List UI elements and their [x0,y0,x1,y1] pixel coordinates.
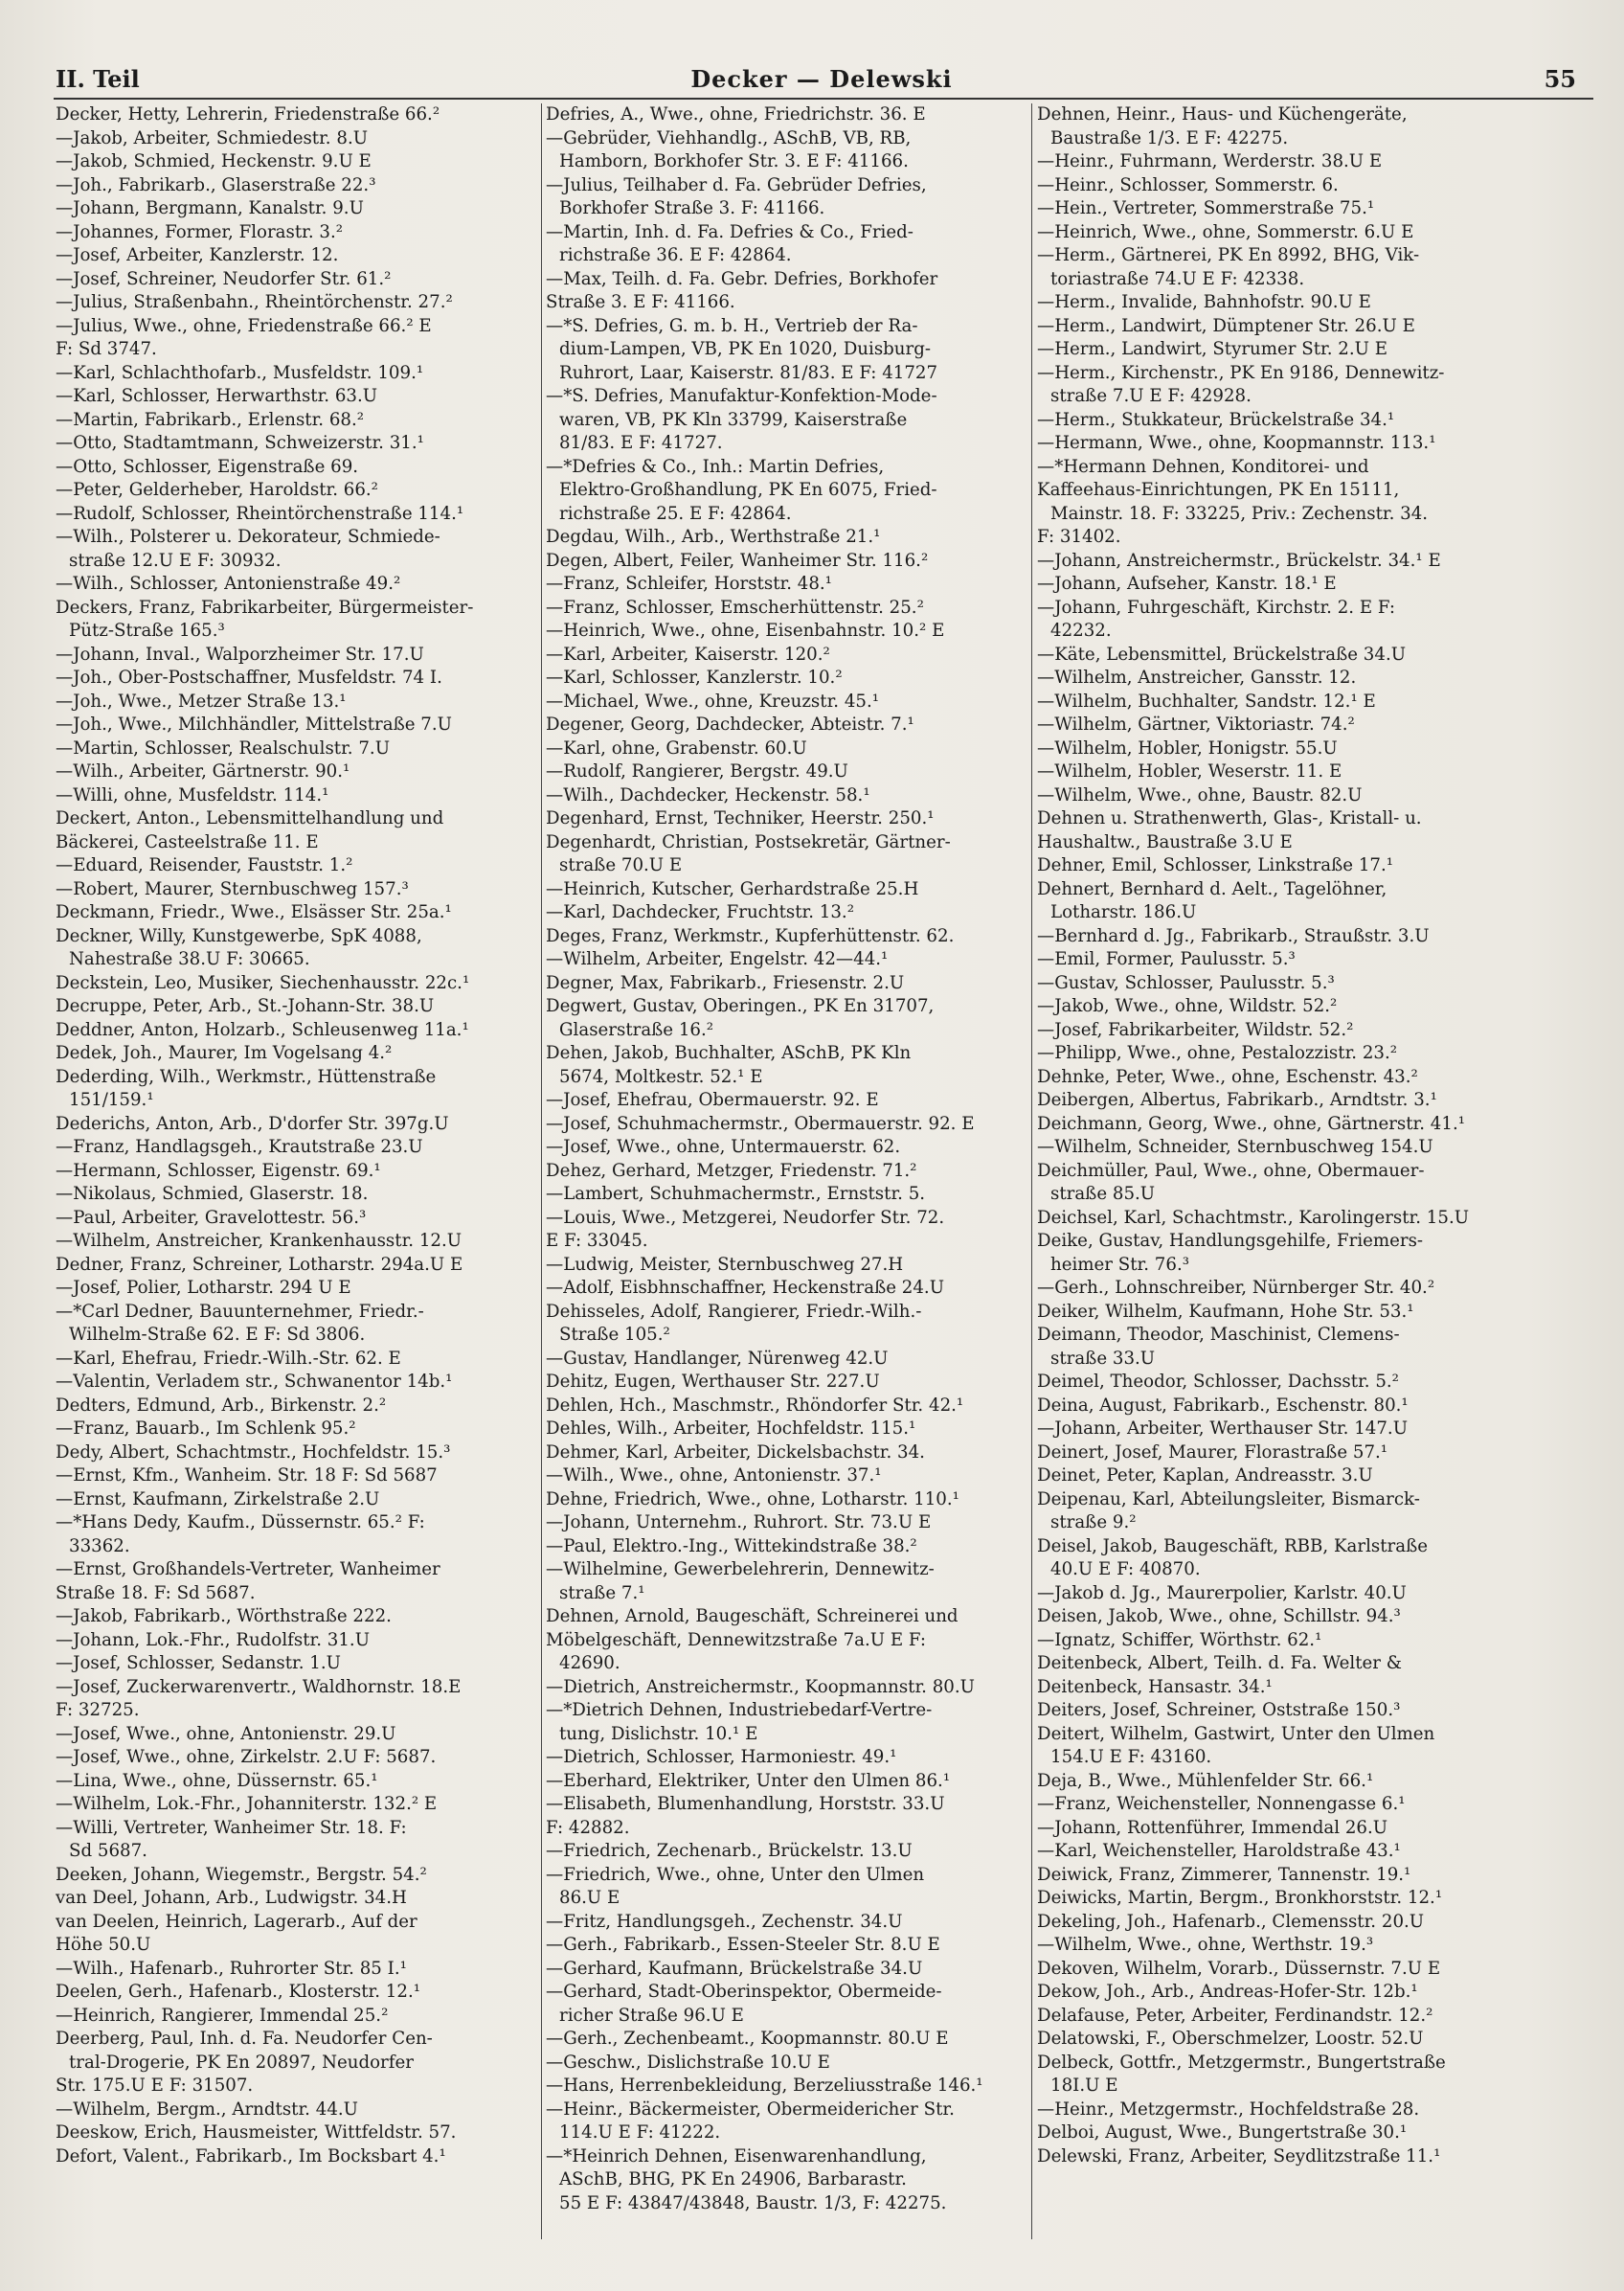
directory-line: —Julius, Wwe., ohne, Friedenstraße 66.² E [56,315,432,336]
directory-line: —Dietrich, Schlosser, Harmoniestr. 49.¹ [546,1747,897,1767]
directory-line: Straße 18. F: Sd 5687. [56,1582,256,1603]
directory-line: —Heinr., Schlosser, Sommerstr. 6. [1037,174,1339,195]
directory-line: Defort, Valent., Fabrikarb., Im Bocksbart 4.¹ [56,2145,446,2166]
directory-line: Deiwicks, Martin, Bergm., Bronkhorststr. 12.¹ [1037,1888,1443,1908]
directory-line: —Heinrich, Rangierer, Immendal 25.² [56,2005,389,2026]
directory-line: —Josef, Schreiner, Neudorfer Str. 61.² [56,268,392,289]
directory-line: F: Sd 3747. [56,339,157,359]
directory-line: —Friedrich, Zechenarb., Brückelstr. 13.U [546,1841,913,1861]
directory-line: 42232. [1050,621,1112,641]
directory-line: Degenhardt, Christian, Postsekretär, Gärtner- [546,831,951,852]
directory-line: Deddner, Anton, Holzarb., Schleusenweg 11a.¹ [56,1019,469,1040]
directory-line: Nahestraße 38.U F: 30665. [69,949,310,969]
directory-line: —Martin, Inh. d. Fa. Defries & Co., Fried- [546,221,914,242]
directory-line: —Franz, Weichensteller, Nonnengasse 6.¹ [1037,1794,1406,1814]
page-title: Decker — Delewski [690,65,953,93]
directory-line: —Josef, Zuckerwarenvertr., Waldhornstr. 18.E [56,1676,462,1697]
directory-line: —Geschw., Dislichstraße 10.U E [546,2052,830,2073]
directory-line: Deimann, Theodor, Maschinist, Clemens- [1037,1325,1400,1345]
directory-line: Elektro-Großhandlung, PK En 6075, Fried- [559,480,937,500]
directory-line: Dehner, Emil, Schlosser, Linkstraße 17.¹ [1037,855,1394,875]
directory-line: —Willi, Vertreter, Wanheimer Str. 18. F: [56,1817,407,1838]
directory-line: —Jakob d. Jg., Maurerpolier, Karlstr. 40.U [1037,1582,1407,1603]
directory-line: —Heinr., Bäckermeister, Obermeidericher Str. [546,2098,955,2120]
directory-line: Str. 175.U E F: 31507. [56,2076,254,2096]
directory-line: van Deel, Johann, Arb., Ludwigstr. 34.H [56,1888,407,1908]
directory-line: —Ernst, Kaufmann, Zirkelstraße 2.U [56,1488,380,1509]
directory-line: —Wilhelm, Lok.-Fhr., Johanniterstr. 132.² E [56,1794,438,1814]
directory-line: —Jakob, Wwe., ohne, Wildstr. 52.² [1037,996,1338,1016]
directory-line: —*Carl Dedner, Bauunternehmer, Friedr.- [56,1301,424,1322]
directory-line: —Friedrich, Wwe., ohne, Unter den Ulmen [546,1864,925,1885]
directory-line: Ruhrort, Laar, Kaiserstr. 81/83. E F: 41727 [559,362,938,383]
directory-line: —Paul, Elektro.-Ing., Wittekindstraße 38.² [546,1535,917,1556]
directory-line: —Dietrich, Anstreichermstr., Koopmannstr. 80.U [546,1676,975,1697]
directory-line: —Bernhard d. Jg., Fabrikarb., Straußstr. 3.U [1037,925,1430,946]
directory-line: —Gerh., Zechenbeamt., Koopmannstr. 80.U E [546,2029,949,2049]
directory-line: —Wilh., Hafenarb., Ruhrorter Str. 85 I.¹ [56,1958,407,1979]
directory-line: —Joh., Ober-Postschaffner, Musfeldstr. 74 I. [56,668,442,688]
directory-line: Deiwick, Franz, Zimmerer, Tannenstr. 19.¹ [1037,1864,1411,1885]
directory-line: —Ignatz, Schiffer, Wörthstr. 62.¹ [1037,1629,1322,1650]
directory-line: 40.U E F: 40870. [1050,1559,1201,1579]
directory-line: E F: 33045. [546,1231,648,1251]
directory-line: —Eduard, Reisender, Fauststr. 1.² [56,855,353,875]
directory-line: —Franz, Schlosser, Emscherhüttenstr. 25.² [546,597,924,618]
directory-line: Deiker, Wilhelm, Kaufmann, Hohe Str. 53.¹ [1037,1301,1414,1322]
directory-line: Deibergen, Albertus, Fabrikarb., Arndtstr. 3.¹ [1037,1090,1437,1110]
directory-line: Degener, Georg, Dachdecker, Abteistr. 7.¹ [546,715,914,735]
directory-line: Dehnen, Arnold, Baugeschäft, Schreinerei und [546,1606,959,1626]
directory-line: Deipenau, Karl, Abteilungsleiter, Bismarck- [1037,1488,1420,1509]
directory-line: —Herm., Stukkateur, Brückelstraße 34.¹ [1037,409,1395,430]
directory-line: Sd 5687. [69,1841,147,1861]
directory-line: —Franz, Schleifer, Horststr. 48.¹ [546,574,832,594]
directory-line: heimer Str. 76.³ [1050,1254,1190,1275]
directory-line: —Wilhelm, Hobler, Honigstr. 55.U [1037,737,1338,759]
directory-line: Dehnert, Bernhard d. Aelt., Tagelöhner, [1037,878,1387,899]
directory-line: —*Heinrich Dehnen, Eisenwarenhandlung, [546,2145,927,2166]
directory-line: —Herm., Kirchenstr., PK En 9186, Dennewitz- [1037,362,1445,383]
directory-line: Straße 3. E F: 41166. [546,292,735,312]
directory-line: —Josef, Polier, Lotharstr. 294 U E [56,1278,351,1298]
directory-line: —Wilh., Dachdecker, Heckenstr. 58.¹ [546,784,870,805]
directory-line: —Josef, Fabrikarbeiter, Wildstr. 52.² [1037,1019,1354,1040]
directory-line: Deeskow, Erich, Hausmeister, Wittfeldstr. 57. [56,2122,457,2143]
directory-line: toriastraße 74.U E F: 42338. [1050,268,1305,289]
column-2 [546,103,1026,2239]
directory-line: Lotharstr. 186.U [1050,902,1197,922]
directory-line: —Otto, Stadtamtmann, Schweizerstr. 31.¹ [56,433,424,453]
directory-line: —Jakob, Schmied, Heckenstr. 9.U E [56,151,372,171]
directory-line: Dehnen, Heinr., Haus- und Küchengeräte, [1037,104,1408,125]
directory-line: —Peter, Gelderheber, Haroldstr. 66.² [56,480,378,500]
directory-line: Straße 105.² [559,1325,670,1345]
directory-line: Deinet, Peter, Kaplan, Andreasstr. 3.U [1037,1465,1373,1486]
directory-line: —Adolf, Eisbhnschaffner, Heckenstraße 24.U [546,1278,945,1298]
directory-line: Deisen, Jakob, Wwe., ohne, Schillstr. 94.³ [1037,1606,1401,1626]
directory-line: —Wilhelm, Wwe., ohne, Werthstr. 19.³ [1037,1935,1374,1955]
directory-line: —Wilh., Polsterer u. Dekorateur, Schmiede- [56,527,440,547]
directory-line: —Franz, Handlagsgeh., Krautstraße 23.U [56,1137,423,1157]
directory-line: —Michael, Wwe., ohne, Kreuzstr. 45.¹ [546,691,880,712]
directory-line: 86.U E [559,1888,620,1908]
directory-line: —Hein., Vertreter, Sommerstraße 75.¹ [1037,198,1375,218]
directory-line: —Jakob, Fabrikarb., Wörthstraße 222. [56,1606,392,1626]
directory-line: Delboi, August, Wwe., Bungertstraße 30.¹ [1037,2122,1408,2143]
directory-line: —Josef, Wwe., ohne, Antonienstr. 29.U [56,1723,396,1744]
directory-line: Degner, Max, Fabrikarb., Friesenstr. 2.U [546,972,905,993]
directory-line: —Emil, Former, Paulusstr. 5.³ [1037,949,1296,969]
directory-line: Deerberg, Paul, Inh. d. Fa. Neudorfer Cen- [56,2029,433,2049]
directory-line: 18I.U E [1050,2076,1118,2096]
directory-line: van Deelen, Heinrich, Lagerarb., Auf der [56,1911,417,1932]
directory-line: Degen, Albert, Feiler, Wanheimer Str. 116.² [546,550,929,571]
directory-line: straße 33.U [1050,1348,1156,1369]
directory-line: F: 31402. [1037,527,1121,547]
directory-line: —Karl, Schlosser, Kanzlerstr. 10.² [546,668,843,688]
directory-line: Delafause, Peter, Arbeiter, Ferdinandstr. 12.² [1037,2005,1433,2026]
directory-line: —Ernst, Kfm., Wanheim. Str. 18 F: Sd 5687 [56,1465,438,1486]
directory-line: —Heinrich, Wwe., ohne, Eisenbahnstr. 10.² E [546,621,945,641]
directory-line: Deinert, Josef, Maurer, Florastraße 57.¹ [1037,1441,1388,1463]
column-divider [1031,103,1032,2239]
directory-line: —Gustav, Schlosser, Paulusstr. 5.³ [1037,972,1335,993]
page-header [56,59,1588,98]
directory-line: Dederding, Wilh., Werkmstr., Hüttenstraße [56,1066,437,1087]
directory-line: Defries, A., Wwe., ohne, Friedrichstr. 36. E [546,104,926,125]
directory-line: —Johann, Anstreichermstr., Brückelstr. 34.¹ E [1037,550,1441,571]
directory-line: ASchB, BHG, PK En 24906, Barbarastr. [559,2169,907,2189]
directory-line: Dehlen, Hch., Maschmstr., Rhöndorfer Str. 42.¹ [546,1395,964,1416]
directory-line: Dedy, Albert, Schachtmstr., Hochfeldstr. 15.³ [56,1441,451,1463]
directory-line: —Wilhelm, Gärtner, Viktoriastr. 74.² [1037,715,1355,735]
directory-line: —Josef, Wwe., ohne, Untermauerstr. 62. [546,1137,901,1157]
directory-line: Deimel, Theodor, Schlosser, Dachsstr. 5.² [1037,1372,1399,1392]
directory-line: Deitert, Wilhelm, Gastwirt, Unter den Ulmen [1037,1723,1435,1744]
directory-line: —Josef, Wwe., ohne, Zirkelstr. 2.U F: 5687. [56,1747,437,1767]
directory-line: richstraße 36. E F: 42864. [559,245,792,265]
directory-line: Delewski, Franz, Arbeiter, Seydlitzstraße 11.¹ [1037,2145,1441,2166]
directory-line: —*S. Defries, G. m. b. H., Vertrieb der Ra- [546,315,918,336]
directory-line: —*Defries & Co., Inh.: Martin Defries, [546,456,885,477]
directory-line: —Johannes, Former, Florastr. 3.² [56,221,344,242]
directory-line: Dehen, Jakob, Buchhalter, ASchB, PK Kln [546,1043,912,1063]
directory-line: —Johann, Inval., Walporzheimer Str. 17.U [56,644,424,665]
directory-line: Dehisseles, Adolf, Rangierer, Friedr.-Wilh.- [546,1301,922,1322]
directory-line: —Karl, Weichensteller, Haroldstraße 43.¹ [1037,1841,1401,1861]
directory-line: Wilhelm-Straße 62. E F: Sd 3806. [69,1325,366,1345]
directory-line: —Lambert, Schuhmachermstr., Ernststr. 5. [546,1184,926,1204]
directory-line: —Heinrich, Kutscher, Gerhardstraße 25.H [546,878,919,899]
directory-line: Deckers, Franz, Fabrikarbeiter, Bürgermeister- [56,597,474,618]
directory-line: Deges, Franz, Werkmstr., Kupferhüttenstr. 62. [546,925,955,946]
directory-line: Dedner, Franz, Schreiner, Lotharstr. 294a.U E [56,1254,463,1275]
directory-line: —Herm., Invalide, Bahnhofstr. 90.U E [1037,292,1371,312]
directory-line: —Hermann, Schlosser, Eigenstr. 69.¹ [56,1160,381,1181]
directory-line: waren, VB, PK Kln 33799, Kaiserstraße [559,409,908,430]
directory-line: Delbeck, Gottfr., Metzgermstr., Bungertstraße [1037,2052,1446,2073]
directory-line: —Wilhelm, Schneider, Sternbuschweg 154.U [1037,1137,1433,1157]
directory-line: Pütz-Straße 165.³ [69,621,225,641]
section-label: II. Teil [56,65,140,93]
directory-line: Deina, August, Fabrikarb., Eschenstr. 80.¹ [1037,1395,1409,1416]
directory-line: Dekoven, Wilhelm, Vorarb., Düssernstr. 7.U E [1037,1958,1441,1979]
directory-line: Dedek, Joh., Maurer, Im Vogelsang 4.² [56,1043,393,1063]
directory-line: Hamborn, Borkhofer Str. 3. E F: 41166. [559,151,909,171]
directory-line: tral-Drogerie, PK En 20897, Neudorfer [69,2052,414,2073]
directory-line: —Max, Teilh. d. Fa. Gebr. Defries, Borkhofer [546,268,938,289]
directory-line: —Johann, Lok.-Fhr., Rudolfstr. 31.U [56,1629,371,1650]
directory-line: straße 9.² [1050,1512,1137,1532]
directory-line: F: 42882. [546,1817,630,1838]
directory-line: Deitenbeck, Hansastr. 34.¹ [1037,1676,1273,1697]
directory-line: Deeken, Johann, Wiegemstr., Bergstr. 54.² [56,1864,427,1885]
directory-line: —Karl, Dachdecker, Fruchtstr. 13.² [546,902,854,922]
directory-line: 154.U E F: 43160. [1050,1747,1212,1767]
directory-line: —Gerh., Fabrikarb., Essen-Steeler Str. 8.U E [546,1935,940,1955]
directory-line: —Wilhelm, Hobler, Weserstr. 11. E [1037,761,1342,782]
directory-line: —Ernst, Großhandels-Vertreter, Wanheimer [56,1559,440,1579]
directory-line: Dekeling, Joh., Hafenarb., Clemensstr. 20.U [1037,1911,1425,1932]
directory-line: —Heinr., Metzgermstr., Hochfeldstraße 28. [1037,2098,1420,2120]
directory-line: —Karl, Schlosser, Herwarthstr. 63.U [56,386,378,406]
directory-line: —Gerhard, Kaufmann, Brückelstraße 34.U [546,1958,923,1979]
directory-line: —*Hans Dedy, Kaufm., Düssernstr. 65.² F: [56,1512,425,1532]
directory-line: Mainstr. 18. F: 33225, Priv.: Zechenstr. 34. [1050,503,1429,524]
directory-line: —Lina, Wwe., ohne, Düssernstr. 65.¹ [56,1770,378,1791]
directory-line: —Julius, Teilhaber d. Fa. Gebrüder Defries, [546,174,927,195]
directory-line: —Franz, Bauarb., Im Schlenk 95.² [56,1418,356,1439]
directory-line: —Joh., Wwe., Metzer Straße 13.¹ [56,691,347,712]
directory-line: Dekow, Joh., Arb., Andreas-Hofer-Str. 12b.¹ [1037,1982,1418,2002]
directory-line: —Herm., Landwirt, Styrumer Str. 2.U E [1037,339,1388,359]
directory-line: —Karl, Ehefrau, Friedr.-Wilh.-Str. 62. E [56,1348,401,1369]
directory-line: Dehles, Wilh., Arbeiter, Hochfeldstr. 115.¹ [546,1418,916,1439]
directory-line: —Johann, Bergmann, Kanalstr. 9.U [56,198,364,218]
directory-line: —Herm., Landwirt, Dümptener Str. 26.U E [1037,315,1415,336]
directory-line: —Paul, Arbeiter, Gravelottestr. 56.³ [56,1207,367,1228]
directory-line: Degdau, Wilh., Arb., Werthstraße 21.¹ [546,527,881,547]
directory-line: —Ludwig, Meister, Sternbuschweg 27.H [546,1254,904,1275]
directory-line: straße 7.¹ [559,1582,645,1603]
directory-line: Höhe 50.U [56,1935,151,1955]
directory-line: dium-Lampen, VB, PK En 1020, Duisburg- [559,339,931,359]
directory-line: —Karl, Arbeiter, Kaiserstr. 120.² [546,644,830,665]
directory-line: Deelen, Gerh., Hafenarb., Klosterstr. 12.¹ [56,1982,421,2002]
directory-line: Deisel, Jakob, Baugeschäft, RBB, Karlstraße [1037,1535,1428,1556]
directory-line: —*Dietrich Dehnen, Industriebedarf-Vertre- [546,1700,933,1720]
directory-line: Dehnen u. Strathenwerth, Glas-, Kristall- u. [1037,808,1422,828]
directory-line: Deitenbeck, Albert, Teilh. d. Fa. Welter & [1037,1653,1402,1673]
directory-line: F: 32725. [56,1700,140,1720]
directory-line: Dehitz, Eugen, Werthauser Str. 227.U [546,1372,880,1392]
directory-line: —Wilhelm, Buchhalter, Sandstr. 12.¹ E [1037,691,1376,712]
directory-line: —Karl, ohne, Grabenstr. 60.U [546,737,807,759]
directory-line: —Wilh., Schlosser, Antonienstraße 49.² [56,574,401,594]
directory-line: —Joh., Wwe., Milchhändler, Mittelstraße 7.U [56,715,452,735]
directory-line: Dehmer, Karl, Arbeiter, Dickelsbachstr. 34. [546,1441,925,1463]
directory-line: —Johann, Arbeiter, Werthauser Str. 147.U [1037,1418,1409,1439]
directory-line: —Gerhard, Stadt-Oberinspektor, Obermeide- [546,1982,942,2002]
directory-line: Haushaltw., Baustraße 3.U E [1037,831,1293,852]
directory-line: Kaffeehaus-Einrichtungen, PK En 15111, [1037,480,1400,500]
directory-line: Decruppe, Peter, Arb., St.-Johann-Str. 38.U [56,996,435,1016]
directory-line: straße 7.U E F: 42928. [1050,386,1252,406]
directory-line: —Martin, Schlosser, Realschulstr. 7.U [56,737,391,759]
directory-line: —Nikolaus, Schmied, Glaserstr. 18. [56,1184,369,1204]
directory-line: Deja, B., Wwe., Mühlenfelder Str. 66.¹ [1037,1770,1374,1791]
directory-line: —Josef, Ehefrau, Obermauerstr. 92. E [546,1090,879,1110]
directory-line: —Wilh., Arbeiter, Gärtnerstr. 90.¹ [56,761,350,782]
directory-line: Degwert, Gustav, Oberingen., PK En 31707, [546,996,935,1016]
directory-line: Dehne, Friedrich, Wwe., ohne, Lotharstr. 110.¹ [546,1488,959,1509]
directory-line: —Willi, ohne, Musfeldstr. 114.¹ [56,784,329,805]
directory-line: —Fritz, Handlungsgeh., Zechenstr. 34.U [546,1911,903,1932]
directory-line: —Herm., Gärtnerei, PK En 8992, BHG, Vik- [1037,245,1420,265]
directory-line: —Gustav, Handlanger, Nürenweg 42.U [546,1348,889,1369]
directory-line: —Jakob, Arbeiter, Schmiedestr. 8.U [56,127,369,148]
directory-line: Dehnke, Peter, Wwe., ohne, Eschenstr. 43.² [1037,1066,1418,1087]
directory-line: —Philipp, Wwe., ohne, Pestalozzistr. 23.² [1037,1043,1398,1063]
directory-line: —Hans, Herrenbekleidung, Berzeliusstraße 146.¹ [546,2076,983,2096]
directory-line: —Heinrich, Wwe., ohne, Sommerstr. 6.U E [1037,221,1414,242]
directory-line: Glaserstraße 16.² [559,1019,714,1040]
directory-line: —Johann, Unternehm., Ruhrort. Str. 73.U E [546,1512,932,1532]
directory-line: Deichsel, Karl, Schachtmstr., Karolingerstr. 15.U [1037,1207,1470,1228]
directory-line: —Karl, Schlachthofarb., Musfeldstr. 109.¹ [56,362,424,383]
directory-line: Deike, Gustav, Handlungsgehilfe, Friemers- [1037,1231,1424,1251]
directory-line: 81/83. E F: 41727. [559,433,723,453]
directory-line: —Josef, Schlosser, Sedanstr. 1.U [56,1653,341,1673]
directory-line: Deckstein, Leo, Musiker, Siechenhausstr. 22c.¹ [56,972,470,993]
directory-line: Borkhofer Straße 3. F: 41166. [559,198,825,218]
directory-line: —Heinr., Fuhrmann, Werderstr. 38.U E [1037,151,1383,171]
directory-line: —Wilhelm, Arbeiter, Engelstr. 42—44.¹ [546,949,889,969]
directory-line: —Elisabeth, Blumenhandlung, Horststr. 33.U [546,1794,945,1814]
directory-line: Möbelgeschäft, Dennewitzstraße 7a.U E F: [546,1629,927,1650]
directory-line: —Gebrüder, Viehhandlg., ASchB, VB, RB, [546,127,912,148]
directory-line: —Otto, Schlosser, Eigenstraße 69. [56,456,359,477]
column-1 [56,103,536,2239]
directory-line: —Robert, Maurer, Sternbuschweg 157.³ [56,878,409,899]
directory-line: straße 85.U [1050,1184,1156,1204]
directory-line: 42690. [559,1653,620,1673]
directory-line: —Joh., Fabrikarb., Glaserstraße 22.³ [56,174,376,195]
directory-line: Decker, Hetty, Lehrerin, Friedenstraße 66.² [56,104,440,125]
directory-line: straße 12.U E F: 30932. [69,550,282,571]
page-number: 55 [1544,65,1576,93]
directory-line: —*Hermann Dehnen, Konditorei- und [1037,456,1369,477]
directory-line: —Josef, Arbeiter, Kanzlerstr. 12. [56,245,339,265]
directory-line: tung, Dislichstr. 10.¹ E [559,1723,758,1744]
directory-line: Deckner, Willy, Kunstgewerbe, SpK 4088, [56,925,422,946]
directory-line: —Johann, Aufseher, Kanstr. 18.¹ E [1037,574,1337,594]
directory-line: Dehez, Gerhard, Metzger, Friedenstr. 71.² [546,1160,917,1181]
directory-line: Delatowski, F., Oberschmelzer, Loostr. 52.U [1037,2029,1424,2049]
directory-line: —Martin, Fabrikarb., Erlenstr. 68.² [56,409,365,430]
directory-line: straße 70.U E [559,855,683,875]
directory-line: —Wilh., Wwe., ohne, Antonienstr. 37.¹ [546,1465,882,1486]
directory-line: —Eberhard, Elektriker, Unter den Ulmen 86.¹ [546,1770,951,1791]
directory-line: —Johann, Fuhrgeschäft, Kirchstr. 2. E F: [1037,597,1395,618]
directory-line: Baustraße 1/3. E F: 42275. [1050,127,1289,148]
directory-line: —Wilhelm, Anstreicher, Gansstr. 12. [1037,668,1357,688]
directory-line: Bäckerei, Casteelstraße 11. E [56,831,319,852]
directory-line: 33362. [69,1535,130,1556]
directory-line: Dederichs, Anton, Arb., D'dorfer Str. 397g.U [56,1113,449,1134]
directory-line: richer Straße 96.U E [559,2005,744,2026]
directory-line: Deiters, Josef, Schreiner, Oststraße 150.³ [1037,1700,1401,1720]
directory-line: —Wilhelmine, Gewerbelehrerin, Dennewitz- [546,1559,935,1579]
directory-line: Deichmüller, Paul, Wwe., ohne, Obermauer- [1037,1160,1425,1181]
directory-line: —*S. Defries, Manufaktur-Konfektion-Mode- [546,386,937,406]
directory-line: —Valentin, Verladem str., Schwanentor 14b.¹ [56,1372,453,1392]
directory-line: 151/159.¹ [69,1090,154,1110]
directory-line: —Wilhelm, Wwe., ohne, Baustr. 82.U [1037,784,1363,805]
directory-line: —Julius, Straßenbahn., Rheintörchenstr. 27.² [56,292,453,312]
directory-line: richstraße 25. E F: 42864. [559,503,792,524]
directory-line: 5674, Moltkestr. 52.¹ E [559,1066,763,1087]
directory-line: —Wilhelm, Anstreicher, Krankenhausstr. 12.U [56,1231,462,1251]
directory-line: —Josef, Schuhmachermstr., Obermauerstr. 92. E [546,1113,975,1134]
column-divider [541,103,542,2239]
directory-line: Dedters, Edmund, Arb., Birkenstr. 2.² [56,1395,387,1416]
directory-line: Deckmann, Friedr., Wwe., Elsässer Str. 25a.¹ [56,902,452,922]
directory-line: Deckert, Anton., Lebensmittelhandlung und [56,808,444,828]
directory-line: —Johann, Rottenführer, Immendal 26.U [1037,1817,1388,1838]
directory-line: Degenhard, Ernst, Techniker, Heerstr. 250.¹ [546,808,935,828]
directory-line: 114.U E F: 41222. [559,2122,721,2143]
directory-line: —Wilhelm, Bergm., Arndtstr. 44.U [56,2098,358,2120]
directory-line: —Rudolf, Schlosser, Rheintörchenstraße 114.¹ [56,503,464,524]
directory-line: —Hermann, Wwe., ohne, Koopmannstr. 113.¹ [1037,433,1436,453]
directory-line: 55 E F: 43847/43848, Baustr. 1/3, F: 42275. [559,2192,947,2213]
directory-line: —Rudolf, Rangierer, Bergstr. 49.U [546,761,848,782]
directory-line: —Louis, Wwe., Metzgerei, Neudorfer Str. 72. [546,1207,945,1228]
directory-line: Deichmann, Georg, Wwe., ohne, Gärtnerstr. 41.¹ [1037,1113,1466,1134]
column-3 [1037,103,1516,2239]
directory-line: —Käte, Lebensmittel, Brückelstraße 34.U [1037,644,1407,665]
header-rule [54,98,1593,100]
directory-line: —Gerh., Lohnschreiber, Nürnberger Str. 40.² [1037,1278,1435,1298]
